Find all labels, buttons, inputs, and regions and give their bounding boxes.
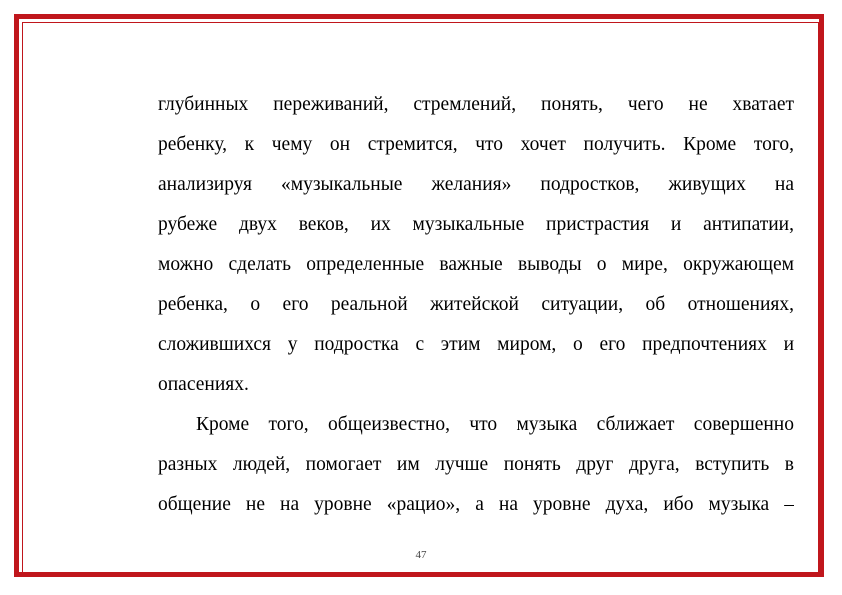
text-line: общение не на уровне «рацио», а на уровне духа, ибо музыка –	[158, 494, 794, 515]
text-line: анализируя «музыкальные желания» подростков, живущих на	[158, 174, 794, 195]
text-line: ребенку, к чему он стремится, что хочет получить. Кроме того,	[158, 134, 794, 155]
text-line: ребенка, о его реальной житейской ситуации, об отношениях,	[158, 294, 794, 315]
text-line: глубинных переживаний, стремлений, понять, чего не хватает	[158, 94, 794, 115]
text-line: разных людей, помогает им лучше понять друг друга, вступить в	[158, 454, 794, 475]
text-line: сложившихся у подростка с этим миром, о его предпочтениях и	[158, 334, 794, 355]
text-line: опасениях.	[158, 374, 249, 395]
document-body	[158, 85, 794, 525]
text-line: рубеже двух веков, их музыкальные пристрастия и антипатии,	[158, 214, 794, 235]
page-number: 47	[415, 549, 427, 561]
text-line: Кроме того, общеизвестно, что музыка сближает совершенно	[196, 414, 794, 435]
text-line: можно сделать определенные важные выводы о мире, окружающем	[158, 254, 794, 275]
